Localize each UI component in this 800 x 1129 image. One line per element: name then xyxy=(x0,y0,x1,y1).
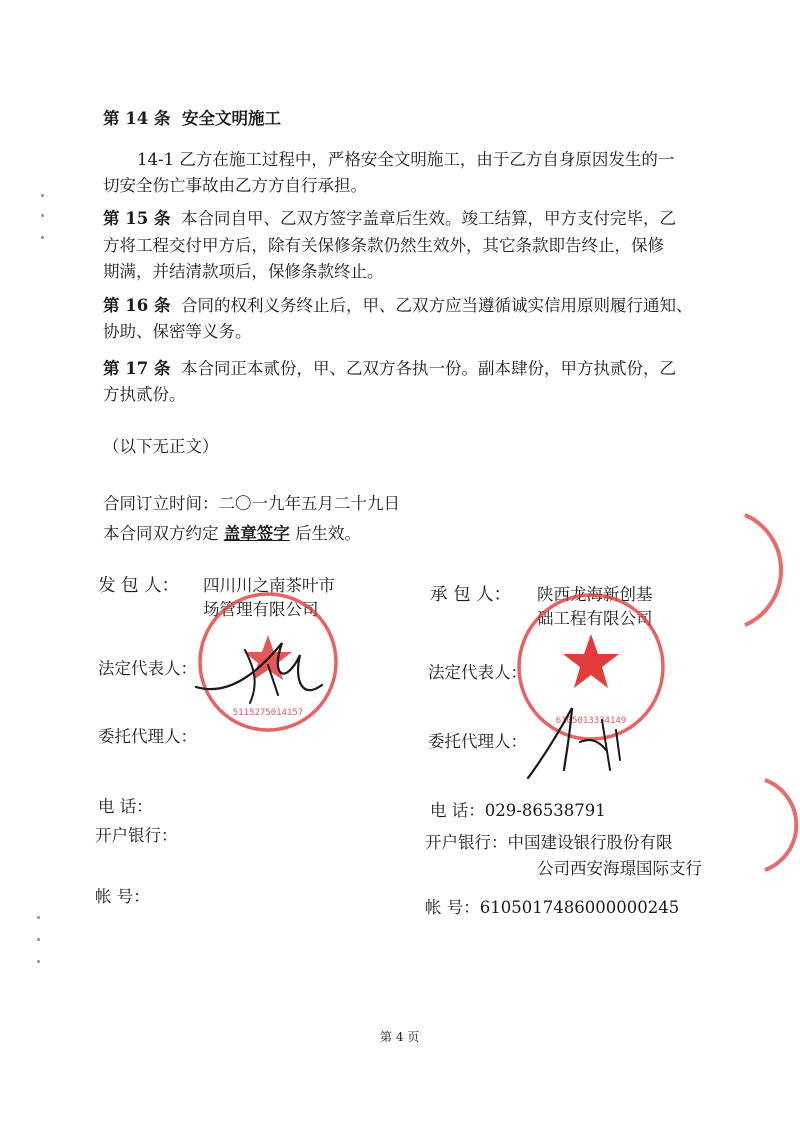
seal-b-star-icon xyxy=(563,634,619,688)
signing-effect-suffix: 后生效。 xyxy=(295,524,361,543)
signing-date xyxy=(103,494,400,514)
edge-seal-top-partial xyxy=(725,510,800,630)
party-b-name-line1: 陕西龙海新创基 xyxy=(537,585,653,604)
article15-line1 xyxy=(103,209,676,229)
article17-text1: 本合同正本贰份，甲、乙双方各执一份。副本肆份，甲方执贰份，乙 xyxy=(180,359,676,378)
party-a-agent-label: 委托代理人： xyxy=(98,727,197,746)
party-b-account xyxy=(425,898,679,918)
party-b-bank xyxy=(425,833,673,853)
party-b-bank-line1: 中国建设银行股份有限 xyxy=(507,833,673,852)
party-b-phone-label: 电 话： xyxy=(430,801,485,820)
party-a-name-line2: 场管理有限公司 xyxy=(203,600,319,619)
signing-effect-underlined: 盖章签字 xyxy=(223,524,290,543)
binding-mark xyxy=(41,214,44,217)
seal-b-number: 6105013334149 xyxy=(555,716,627,726)
party-a-phone-label: 电 话： xyxy=(98,797,153,816)
party-b-account-value: 6105017486000000245 xyxy=(479,898,680,917)
signing-date-label: 合同订立时间： xyxy=(103,494,219,513)
party-b-legal-rep-label: 法定代表人： xyxy=(428,663,527,682)
party-b-phone-value: 029-86538791 xyxy=(484,801,606,820)
article16-line2: 协助、保密等义务。 xyxy=(103,322,252,341)
party-b-bank-line2: 公司西安海璟国际支行 xyxy=(537,859,702,878)
party-a-bank-label: 开户银行： xyxy=(95,826,178,845)
party-a-legal-rep-label: 法定代表人： xyxy=(98,659,197,678)
party-b-account-label: 帐 号： xyxy=(425,898,480,917)
article16-line1 xyxy=(103,296,692,316)
article17-number: 第 17 条 xyxy=(103,359,171,378)
party-b-bank-label: 开户银行： xyxy=(425,833,508,852)
article15-text1: 本合同自甲、乙双方签字盖章后生效。竣工结算，甲方支付完毕，乙 xyxy=(180,209,676,228)
binding-mark xyxy=(37,960,40,963)
article14-line1: 14-1 乙方在施工过程中，严格安全文明施工，由于乙方自身原因发生的一 xyxy=(137,150,675,169)
edge-seal-bottom-partial xyxy=(755,775,800,875)
article16-text1: 合同的权利义务终止后，甲、乙双方应当遵循诚实信用原则履行通知、 xyxy=(180,296,693,315)
article17-line2: 方执贰份。 xyxy=(103,385,186,404)
party-a-signature xyxy=(190,625,330,715)
binding-mark xyxy=(41,194,44,197)
article14-title: 安全文明施工 xyxy=(181,109,281,128)
signing-effect-prefix: 本合同双方约定 xyxy=(103,524,219,543)
article14-line2: 切安全伤亡事故由乙方方自行承担。 xyxy=(103,176,367,195)
binding-mark xyxy=(37,938,40,941)
article14-heading xyxy=(103,109,281,129)
binding-mark xyxy=(41,236,44,239)
party-b-name-line2: 础工程有限公司 xyxy=(537,609,653,628)
article15-line3: 期满，并结清款项后，保修条款终止。 xyxy=(103,262,384,281)
article17-line1 xyxy=(103,359,676,379)
article15-line2: 方将工程交付甲方后，除有关保修条款仍然生效外，其它条款即告终止，保修 xyxy=(103,236,664,255)
binding-mark xyxy=(37,916,40,919)
seal-a-number: 5115275014157 xyxy=(232,708,304,718)
party-b-label: 承 包 人： xyxy=(430,585,512,605)
party-a-name-line1: 四川川之南茶叶市 xyxy=(203,576,335,595)
party-b-agent-label: 委托代理人： xyxy=(428,732,527,751)
page-number: 第 4 页 xyxy=(380,1030,420,1044)
article16-number: 第 16 条 xyxy=(103,296,171,315)
no-more-text: （以下无正文） xyxy=(103,437,219,456)
party-a-label: 发 包 人： xyxy=(98,576,180,596)
signing-date-value: 二〇一九年五月二十九日 xyxy=(218,494,400,513)
article15-number: 第 15 条 xyxy=(103,209,171,228)
signing-effect xyxy=(103,524,361,544)
article14-number: 第 14 条 xyxy=(103,109,171,128)
party-b-phone xyxy=(430,801,606,821)
party-a-account-label: 帐 号： xyxy=(95,887,150,906)
party-b-signature xyxy=(520,700,630,785)
